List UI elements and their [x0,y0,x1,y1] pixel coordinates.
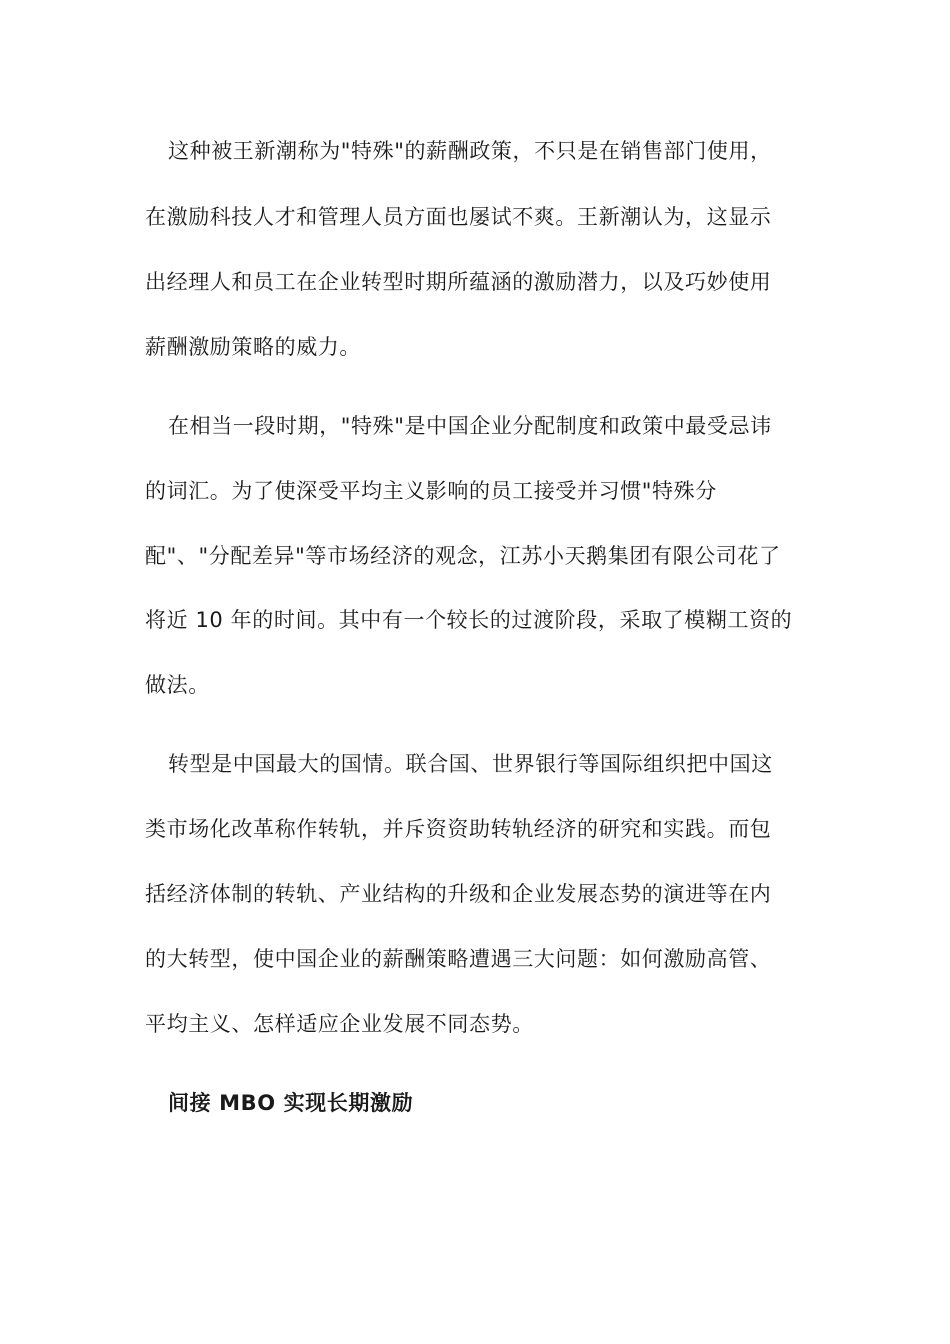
paragraph-3-line-3: 括经济体制的转轨、产业结构的升级和企业发展态势的演进等在内 [145,882,772,906]
paragraph-2-line-2: 的词汇。为了使深受平均主义影响的员工接受并习惯"特殊分 [145,479,717,503]
paragraph-2-line-1: 在相当一段时期，"特殊"是中国企业分配制度和政策中最受忌讳 [168,414,772,438]
paragraph-1-line-2: 在激励科技人才和管理人员方面也屡试不爽。王新潮认为，这显示 [145,205,772,229]
paragraph-3-line-1: 转型是中国最大的国情。联合国、世界银行等国际组织把中国这 [168,752,773,776]
paragraph-3-line-2: 类市场化改革称作转轨，并斥资资助转轨经济的研究和实践。而包 [145,817,772,841]
paragraph-1-line-1: 这种被王新潮称为"特殊"的薪酬政策，不只是在销售部门使用， [168,139,772,163]
paragraph-3-line-5: 平均主义、怎样适应企业发展不同态势。 [145,1012,534,1036]
paragraph-2-line-3: 配"、"分配差异"等市场经济的观念，江苏小天鹅集团有限公司花了 [145,544,781,568]
section-heading: 间接 MBO 实现长期激励 [168,1091,414,1115]
paragraph-2-line-4: 将近 10 年的时间。其中有一个较长的过渡阶段，采取了模糊工资的 [145,608,793,632]
paragraph-3-line-4: 的大转型，使中国企业的薪酬策略遭遇三大问题：如何激励高管、 [145,947,772,971]
paragraph-1-line-3: 出经理人和员工在企业转型时期所蕴涵的激励潜力，以及巧妙使用 [145,270,772,294]
paragraph-1-line-4: 薪酬激励策略的威力。 [145,335,361,359]
paragraph-2-line-5: 做法。 [145,673,210,697]
